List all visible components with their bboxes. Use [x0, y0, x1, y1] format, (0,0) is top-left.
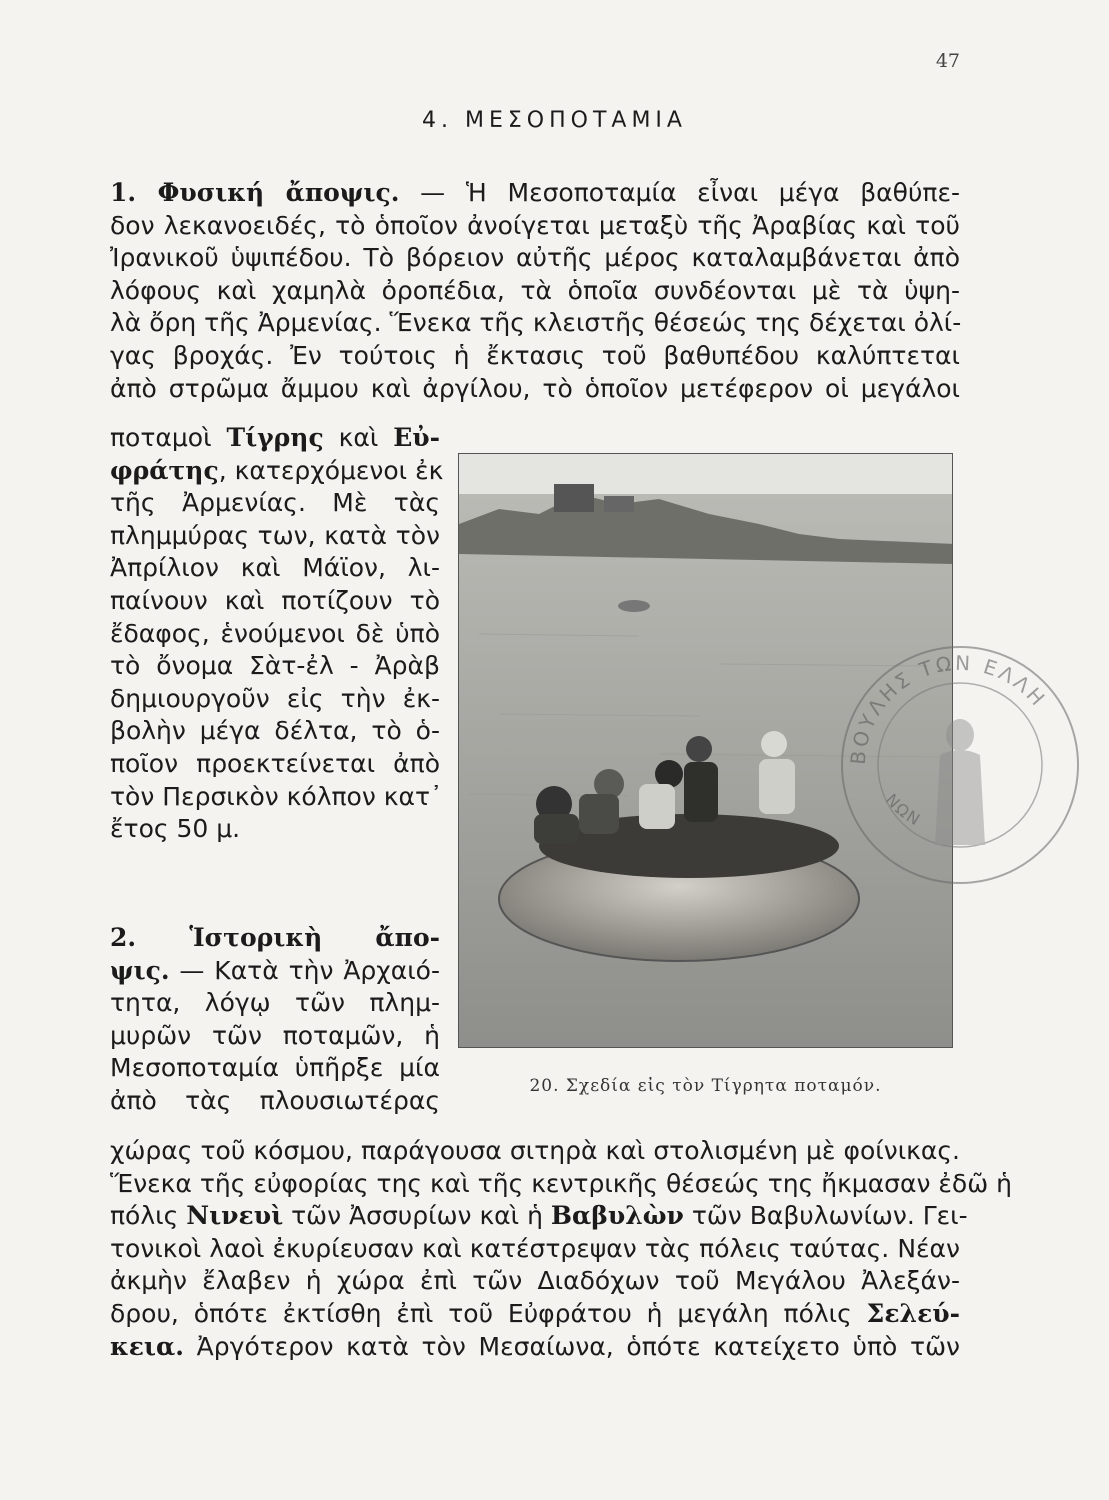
column-line-13: ἔτος 50 μ. — [110, 814, 241, 844]
section-1-column — [110, 422, 444, 846]
column-line-6: παίνουν καὶ ποτίζουν τὸ — [110, 585, 440, 615]
column-line-9: δημιουργοῦν εἰς τὴν ἐκ- — [110, 683, 440, 713]
section-1-line-3: Ἰρανικοῦ ὑψιπέδου. Τὸ βόρειον αὐτῆς μέρος καταλαμβάνεται ἀπὸ — [110, 243, 960, 273]
section-2-full-line-7: κεια. Ἀργότερον κατὰ τὸν Μεσαίωνα, ὁπότε κατείχετο ὑπὸ τῶν — [110, 1331, 960, 1361]
city-seleucia-part-2: κεια. — [110, 1331, 184, 1361]
column-line-7: ἔδαφος, ἑνούμενοι δὲ ὑπὸ — [110, 618, 440, 648]
column-line-2: φράτης, κατερχόμενοι ἐκ — [110, 455, 444, 485]
section-1-line-5: λὰ ὄρη τῆς Ἀρμενίας. Ἕνεκα τῆς κλειστῆς θέσεώς της δέχεται ὀλί- — [110, 308, 962, 338]
section-1-line-1: 1. Φυσική ἄποψις. — Ἡ Μεσοποταμία εἶναι μέγα βαθύπε- — [110, 178, 960, 207]
section-2-heading: 2. Ἱστορικὴ ἄπο- — [110, 923, 440, 952]
section-2-full-line-2: Ἕνεκα τῆς εὐφορίας της καὶ τῆς κεντρικῆς θέσεώς της ἤκμασαν ἐδῶ ἡ — [110, 1168, 1012, 1198]
section-2-heading-cont: ψις. — [110, 955, 170, 985]
section-1-line-6: γας βροχάς. Ἐν τούτοις ἡ ἔκτασις τοῦ βαθυπέδου καλύπτεται — [110, 340, 960, 370]
page-number: 47 — [935, 50, 960, 72]
section-2-full-text — [110, 1135, 1012, 1363]
column-line-11: ποῖον προεκτείνεται ἀπὸ — [110, 748, 440, 778]
section-2-full-line-3: πόλις Νινευὶ τῶν Ἀσσυρίων καὶ ἡ Βαβυλὼν τῶν Βαβυλωνίων. Γει- — [110, 1201, 968, 1231]
column-line-10: βολὴν μέγα δέλτα, τὸ ὁ- — [110, 716, 440, 746]
section-2-column — [110, 922, 440, 1118]
section-2-full-line-1: χώρας τοῦ κόσμου, παράγουσα σιτηρὰ καὶ στολισμένη μὲ φοίνικας. — [110, 1136, 960, 1165]
figure-caption: 20. Σχεδία εἰς τὸν Τίγρητα ποταμόν. — [529, 1076, 882, 1096]
section-1-line-4: λόφους καὶ χαμηλὰ ὀροπέδια, τὰ ὁποῖα συνδέονται μὲ τὰ ὑψη- — [110, 275, 960, 305]
river-euphrates-part-2: φράτης — [110, 455, 219, 485]
stamp-top-text: ΒΟΥΛΗΣ ΤΩΝ ΕΛΛΗ — [845, 650, 1052, 766]
section-2-full-line-4: τονικοὶ λαοὶ ἐκυρίευσαν καὶ κατέστρεψαν τὰς πόλεις ταύτας. Νέαν — [110, 1233, 960, 1263]
section-2-full-line-6: δρου, ὁπότε ἐκτίσθη ἐπὶ τοῦ Εὐφράτου ἡ μεγάλη πόλις Σελεύ- — [110, 1298, 960, 1328]
city-babylon: Βαβυλὼν — [550, 1201, 684, 1231]
section-2-line-4: μυρῶν τῶν ποταμῶν, ἡ — [110, 1020, 440, 1050]
river-euphrates-part-1: Εὐ- — [393, 423, 440, 452]
chapter-title: 4. ΜΕΣΟΠΟΤΑΜΙΑ — [422, 108, 687, 133]
section-2-line-2: ψις. — Κατὰ τὴν Ἀρχαιό- — [110, 955, 440, 985]
section-2-line-5: Μεσοποταμία ὑπῆρξε μία — [110, 1053, 440, 1083]
section-2-full-line-5: ἀκμὴν ἔλαβεν ἡ χώρα ἐπὶ τῶν Διαδόχων τοῦ Μεγάλου Ἀλεξάν- — [110, 1266, 960, 1296]
city-seleucia-part-1: Σελεύ- — [866, 1298, 960, 1328]
section-2-line-6: ἀπὸ τὰς πλουσιωτέρας — [110, 1085, 440, 1115]
stamp-bottom-text: ΝΩΝ — [881, 790, 925, 831]
column-line-8: τὸ ὄνομα Σὰτ-ἐλ - Ἀρὰβ — [110, 651, 440, 681]
section-2-line-3: τητα, λόγῳ τῶν πλημ- — [110, 988, 440, 1018]
column-line-3: τῆς Ἀρμενίας. Μὲ τὰς — [110, 488, 440, 518]
section-1-heading: 1. Φυσική ἄποψις. — [110, 178, 400, 207]
column-line-12: τὸν Περσικὸν κόλπον κατ᾽ — [110, 781, 443, 811]
column-line-4: πλημμύρας των, κατὰ τὸν — [110, 520, 440, 550]
section-1-intro — [110, 177, 960, 405]
section-1-line-2: δον λεκανοειδές, τὸ ὁποῖον ἀνοίγεται μεταξὺ τῆς Ἀραβίας καὶ τοῦ — [110, 210, 960, 240]
column-line-5: Ἀπρίλιον καὶ Μάϊον, λι- — [110, 553, 440, 583]
column-line-1: ποταμοὶ Τίγρης καὶ Εὐ- — [110, 423, 440, 452]
city-nineveh: Νινευὶ — [186, 1201, 284, 1231]
river-tigris: Τίγρης — [226, 423, 324, 452]
raft-photograph — [458, 453, 953, 1048]
section-1-line-7: ἀπὸ στρῶμα ἄμμου καὶ ἀργίλου, τὸ ὁποῖον μετέφερον οἱ μεγάλοι — [110, 373, 960, 403]
